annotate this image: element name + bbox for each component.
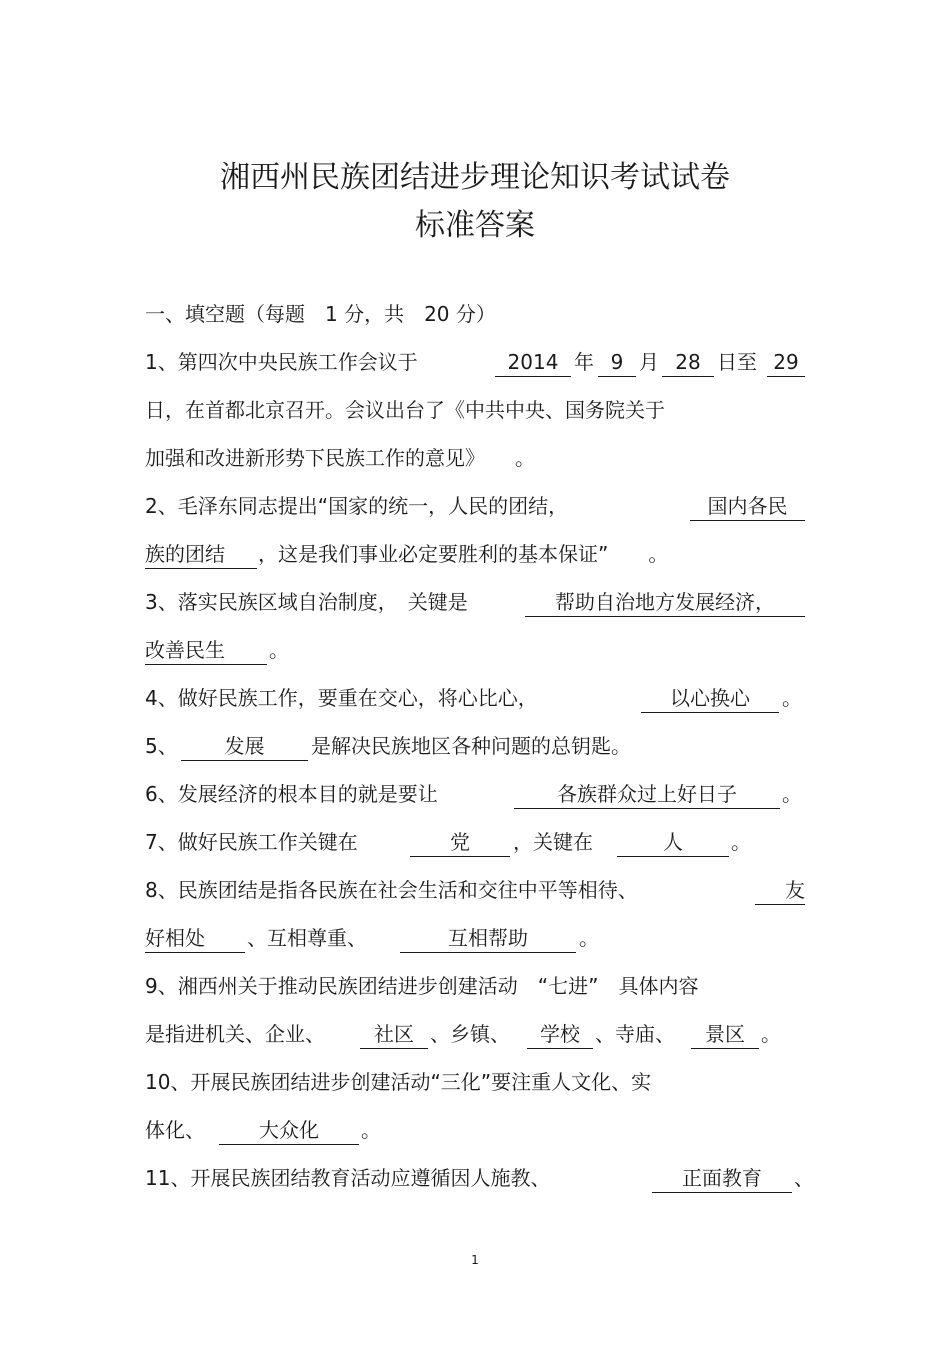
q5-text-end: 是解决民族地区各种问题的总钥匙。: [311, 734, 631, 758]
q9-answer-1: 社区: [360, 1020, 428, 1049]
q6-text-end: 。: [782, 782, 802, 806]
q7-text-end: 。: [731, 830, 751, 854]
q11-answer: 正面教育: [652, 1164, 792, 1193]
q10-text: 10、开展民族团结进步创建活动“三化”要注重人文化、实: [145, 1070, 652, 1094]
q7-answer-1: 党: [410, 828, 510, 857]
page-number: 1: [471, 1253, 479, 1267]
q4-text-end: 。: [782, 686, 802, 710]
q1-answer-month: 9: [598, 348, 636, 377]
q8-answer-1-part1: 友: [755, 876, 805, 905]
q2-answer-part2: 族的团结: [145, 540, 257, 569]
q8-text-end: 。: [579, 926, 599, 950]
q5-text: 5、: [145, 734, 178, 758]
q8-text-mid: 、互相尊重、: [247, 926, 367, 950]
q1-year-label: 年: [574, 350, 594, 374]
q1-answer-year: 2014: [495, 348, 571, 377]
q9-text-mid2: 、寺庙、: [595, 1022, 675, 1046]
q7-answer-2: 人: [617, 828, 729, 857]
q6-answer: 各族群众过上好日子: [514, 780, 780, 809]
q3-answer-part2: 改善民生: [145, 636, 267, 665]
q1-month-label: 月: [639, 350, 659, 374]
q11-text-end: 、: [794, 1166, 814, 1190]
q6-text: 6、发展经济的根本目的就是要让: [145, 782, 438, 806]
q8-answer-1-part2: 好相处: [145, 924, 245, 953]
q7-text: 7、做好民族工作关键在: [145, 830, 358, 854]
q3-text: 3、落实民族区域自治制度， 关键是: [145, 590, 468, 614]
q9-text-end: 。: [761, 1022, 781, 1046]
q4-answer: 以心换心: [641, 684, 779, 713]
q9-answer-3: 景区: [691, 1020, 759, 1049]
q9-text-mid1: 、乡镇、: [430, 1022, 510, 1046]
q4-text: 4、做好民族工作，要重在交心，将心比心，: [145, 686, 538, 710]
q2-text: 2、毛泽东同志提出“国家的统一，人民的团结，: [145, 494, 569, 518]
q7-text-mid: ，关键在: [513, 830, 593, 854]
document-title: 湘西州民族团结进步理论知识考试试卷: [220, 160, 730, 195]
q8-answer-2: 互相帮助: [400, 924, 576, 953]
q10-text-line2: 体化、: [145, 1118, 205, 1142]
q9-text-line2: 是指进机关、企业、: [145, 1022, 325, 1046]
q8-text: 8、民族团结是指各民族在社会生活和交往中平等相待、: [145, 878, 638, 902]
document-subtitle: 标准答案: [415, 208, 535, 243]
q9-answer-2: 学校: [527, 1020, 593, 1049]
section-heading: 一、填空题（每题 1 分，共 20 分）: [145, 302, 496, 326]
q5-answer: 发展: [181, 732, 308, 761]
q1-answer-day: 28: [662, 348, 714, 377]
q2-answer-part1: 国内各民: [690, 492, 805, 521]
q1-text-line2: 日，在首都北京召开。会议出台了《中共中央、国务院关于: [145, 398, 665, 422]
q10-text-end: 。: [361, 1118, 381, 1142]
q1-day-label: 日至: [717, 350, 757, 374]
q9-text: 9、湘西州关于推动民族团结进步创建活动 “七进” 具体内容: [145, 974, 699, 998]
q1-text-line3: 加强和改进新形势下民族工作的意见》 。: [145, 446, 535, 470]
q1-text: 1、第四次中央民族工作会议于: [145, 350, 418, 374]
q1-answer-day2: 29: [767, 348, 805, 377]
q10-answer: 大众化: [219, 1116, 359, 1145]
q2-text-end: ，这是我们事业必定要胜利的基本保证” 。: [258, 542, 669, 566]
q11-text: 11、开展民族团结教育活动应遵循因人施教、: [145, 1166, 551, 1190]
q3-text-end: 。: [269, 638, 289, 662]
q3-answer-part1: 帮助自治地方发展经济，: [525, 588, 805, 617]
